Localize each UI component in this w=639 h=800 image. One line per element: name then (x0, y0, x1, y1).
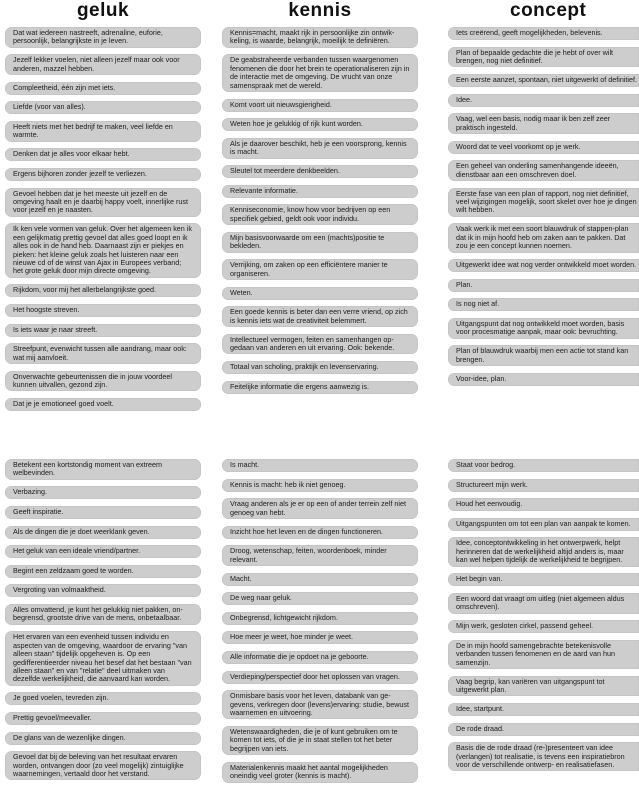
definition-item: Totaal van scholing, praktijk en levenservaring. (222, 361, 418, 374)
definition-item: Geeft inspiratie. (5, 506, 201, 519)
definition-item: De weg naar geluk. (222, 592, 418, 605)
definition-item: Droog, wetenschap, feiten, woordenboek, minder relevant. (222, 545, 418, 566)
definition-item: Compleetheid, één zijn met iets. (5, 82, 201, 95)
definition-item: Het ervaren van een evenheid tussen individu en aspecten van de omgeving, waardoor de ervaring "van alleen staan" tijdelijk opgeheven is. Op een gedifferentieerder niveau het besef dat het bestaan "van alleen staan" en van "relatie" deel uitmaken van dezelfde werkelijkheid, die aanvaard kan worden. (5, 631, 201, 685)
definition-item: Ergens bijhoren zonder jezelf te verliezen. (5, 168, 201, 181)
definition-item: Prettig gevoel/meevaller. (5, 712, 201, 725)
definition-item: Materialenkennis maakt het aantal mogelijkheden oneindig veel groter (kennis is macht). (222, 762, 418, 783)
definition-item: Relevante informatie. (222, 185, 418, 198)
definition-item: Mijn werk, gesloten cirkel, passend geheel. (448, 620, 639, 633)
definition-item: Structureert mijn werk. (448, 479, 639, 492)
definition-item: De geabstraheerde verbanden tussen waargenomen fenomenen die door het brein te operationaliseren zijn in de interactie met de omgeving. De vrucht van onze samenspraak met de wereld. (222, 54, 418, 92)
definition-item: De rode draad. (448, 723, 639, 736)
definition-item: Je goed voelen, tevreden zijn. (5, 692, 201, 705)
definition-item: Is macht. (222, 459, 418, 472)
definition-item: Voor-idee, plan. (448, 373, 639, 386)
kennis-top-list (222, 27, 418, 400)
definition-item: Dat je je emotioneel goed voelt. (5, 398, 201, 411)
definition-item: Een goede kennis is beter dan een verre vriend, op zich is kennis iets wat de creativiteit belemmert. (222, 306, 418, 327)
definition-item: Verbazing. (5, 486, 201, 499)
definition-item: Liefde (voor van alles). (5, 101, 201, 114)
definition-item: Onverwachte gebeurtenissen die in jouw voordeel kunnen uitvallen, gezond zijn. (5, 371, 201, 392)
definition-item: Is iets waar je naar streeft. (5, 324, 201, 337)
definition-item: Denken dat je alles voor elkaar hebt. (5, 148, 201, 161)
definition-item: Vraag anderen als je er op een of ander terrein zelf niet genoeg van hebt. (222, 498, 418, 519)
definition-item: Feitelijke informatie die ergens aanwezig is. (222, 381, 418, 394)
definition-item: Kennis=macht, maakt rijk in persoonlijke zin ontwik-keling, is waarde, belangrijk, moeilijk te definiëren. (222, 27, 418, 48)
definition-item: Heeft niets met het bedrijf te maken, veel liefde en warmte. (5, 121, 201, 142)
definition-item: Basis die de rode draad (re-)presenteert van idee (verlangen) tot realisatie, is tevens een inspiratiebron voor de verschillende ontwerp- en realisatiefasen. (448, 742, 639, 771)
definition-item: Idee. (448, 94, 639, 107)
definition-item: Weten. (222, 287, 418, 300)
definition-item: Begint een zeldzaam goed te worden. (5, 565, 201, 578)
geluk-bottom-list (5, 459, 201, 787)
definition-item: Dat wat iedereen nastreeft, adrenaline, euforie, persoonlijk, belangrijkste in je leven. (5, 27, 201, 48)
definition-item: Een woord dat vraagt om uitleg (niet algemeen aldus omschreven). (448, 593, 639, 614)
definition-item: Vaak werk ik met een soort blauwdruk of stappen-plan dat ik in mijn hoofd heb om zaken aan te pakken. Dat zou je een concept kunnen noemen. (448, 223, 639, 252)
definition-item: Uitgangspunten om tot een plan van aanpak te komen. (448, 518, 639, 531)
definition-item: Idee, conceptontwikkeling in het ontwerpwerk, helpt herinneren dat de werkelijkheid altijd anders is, maar kan wel helpen tijdelijk de werkelijkheid te begrijpen. (448, 537, 639, 566)
definition-item: De glans van de wezenlijke dingen. (5, 732, 201, 745)
definition-item: Wetenswaardigheden, die je of kunt gebruiken om te komen tot iets, of die je in staat stellen tot het beter begrijpen van iets. (222, 726, 418, 755)
definition-item: Woord dat te veel voorkomt op je werk. (448, 141, 639, 154)
definition-item: Houd het eenvoudig. (448, 498, 639, 511)
definition-item: Is nog niet af. (448, 298, 639, 311)
definition-item: Kenniseconomie, know how voor bedrijven op een specifiek gebied, geldt ook voor individu. (222, 204, 418, 225)
definition-item: Intellectueel vermogen, feiten en samenhangen op-gedaan van anderen en uit ervaring. Ook: bekende. (222, 334, 418, 355)
definition-item: Uitgewerkt idee wat nog verder ontwikkeld moet worden. (448, 259, 639, 272)
definition-item: Een eerste aanzet, spontaan, niet uitgewerkt of definitief. (448, 74, 639, 87)
column-geluk (5, 0, 201, 778)
definition-item: Onbegrensd, lichtgewicht rijkdom. (222, 612, 418, 625)
definition-item: Het begin van. (448, 573, 639, 586)
definition-item: Als de dingen die je doet weerklank geven. (5, 526, 201, 539)
column-kennis (222, 0, 418, 781)
definition-item: Inzicht hoe het leven en de dingen functioneren. (222, 526, 418, 539)
column-title-concept: concept (510, 0, 587, 21)
definition-item: Ik ken vele vormen van geluk. Over het algemeen ken ik een gelijkmatig prettig gevoel dat alles goed loopt en ik alles ook in de hand heb. Daarnaast zijn er piekjes en pieken: het kleine geluk zoals het luisteren naar een nieuwe cd of de winst van Ajax in Europees verband; het grote geluk door mijn directe omgeving. (5, 223, 201, 277)
definition-item: Kennis is macht: heb ik niet genoeg. (222, 479, 418, 492)
definition-item: Eerste fase van een plan of rapport, nog niet definitief, veel wijzigingen mogelijk, soort skelet over hoe je dingen wilt hebben. (448, 188, 639, 217)
definition-item: Vaag begrip, kan variëren van uitgangspunt tot uitgewerkt plan. (448, 676, 639, 697)
definition-item: Sleutel tot meerdere denkbeelden. (222, 165, 418, 178)
definition-item: Plan. (448, 279, 639, 292)
column-title-geluk: geluk (76, 0, 130, 21)
definition-item: Onmisbare basis voor het leven, databank van ge-gevens, verkregen door (levens)ervaring: studie, bewust waarnemen en uitvoering. (222, 690, 418, 719)
definition-item: Een geheel van onderling samenhangende ideeën, dienstbaar aan een omschreven doel. (448, 160, 639, 181)
definition-item: Alles omvattend, je kunt het gelukkig niet pakken, on-begrensd, grootste drive van de mens, onbetaalbaar. (5, 604, 201, 625)
definition-item: Het geluk van een ideale vriend/partner. (5, 545, 201, 558)
kennis-bottom-list (222, 459, 418, 789)
column-concept (448, 0, 639, 769)
definition-item: Verdieping/perspectief door het oplossen van vragen. (222, 671, 418, 684)
definition-item: Gevoel dat bij de beleving van het resultaat ervaren worden, ontvangen door (zo veel mogelijk) zintuiglijke waarnemingen, vertaald door het verstand. (5, 751, 201, 780)
definition-item: Plan of blauwdruk waarbij men een actie tot stand kan brengen. (448, 345, 639, 366)
definition-item: Vergroting van volmaaktheid. (5, 584, 201, 597)
definition-item: Alle informatie die je opdoet na je geboorte. (222, 651, 418, 664)
definition-item: Jezelf lekker voelen, niet alleen jezelf maar ook voor anderen, mazzel hebben. (5, 54, 201, 75)
definition-item: De in mijn hoofd samengebrachte betekenisvolle verbanden tussen fenomenen en de aard van hun samenzijn. (448, 640, 639, 669)
definition-item: Vaag, wel een basis, nodig maar ik ben zelf zeer praktisch ingesteld. (448, 113, 639, 134)
definition-item: Iets creërend, geeft mogelijkheden, belevenis. (448, 27, 639, 40)
definition-item: Rijkdom, voor mij het allerbelangrijkste goed. (5, 284, 201, 297)
definition-item: Streefpunt, evenwicht tussen alle aandrang, maar ook: wat mij aanvloeit. (5, 343, 201, 364)
definition-item: Het hoogste streven. (5, 304, 201, 317)
definition-item: Verrijking, om zaken op een efficiëntere manier te organiseren. (222, 259, 418, 280)
definition-item: Als je daarover beschikt, heb je een voorsprong, kennis is macht. (222, 138, 418, 159)
concept-bottom-list (448, 459, 639, 778)
definition-item: Hoe meer je weet, hoe minder je weet. (222, 631, 418, 644)
definition-item: Mijn basisvoorwaarde om een (machts)positie te bekleden. (222, 232, 418, 253)
concept-top-list (448, 27, 639, 392)
definition-item: Uitgangspunt dat nog ontwikkeld moet worden, basis voor procesmatige aanpak, maar ook: bevruchting. (448, 318, 639, 339)
definition-item: Komt voort uit nieuwsgierigheid. (222, 99, 418, 112)
definition-item: Idee, startpunt. (448, 703, 639, 716)
geluk-top-list (5, 27, 201, 418)
definition-item: Betekent een kortstondig moment van extreem welbevinden. (5, 459, 201, 480)
definition-item: Staat voor bedrog. (448, 459, 639, 472)
definition-item: Macht. (222, 573, 418, 586)
definition-item: Gevoel hebben dat je het meeste uit jezelf en de omgeving haalt en je daarbij happy voelt, innerlijke rust voor jezelf en je naasten. (5, 188, 201, 217)
definition-item: Plan of bepaalde gedachte die je hebt of over wilt brengen, nog niet definitief. (448, 47, 639, 68)
column-title-kennis: kennis (288, 0, 352, 21)
definition-item: Weten hoe je gelukkig of rijk kunt worden. (222, 118, 418, 131)
